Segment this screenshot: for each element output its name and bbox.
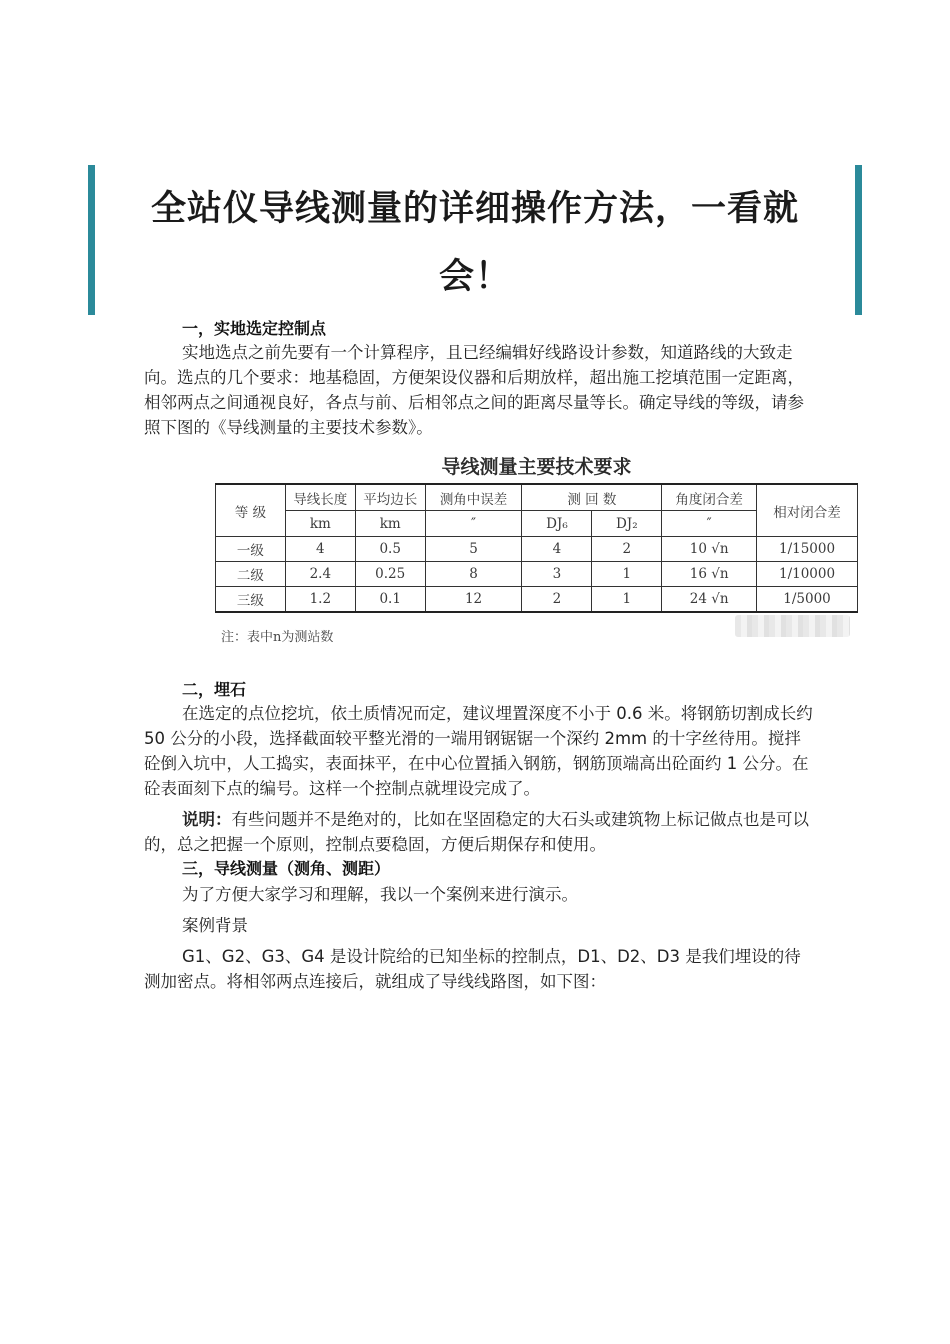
section-2-heading: 二，埋石 [182, 680, 247, 699]
cell-avg-side: 0.25 [355, 562, 425, 587]
cell-avg-side: 0.1 [355, 587, 425, 613]
section-2 [144, 679, 814, 857]
cell-grade: 二级 [216, 562, 286, 587]
table-row [216, 587, 858, 613]
table-row [216, 537, 858, 562]
cell-closure-angle: 24 √n [662, 587, 757, 613]
table-row [216, 562, 858, 587]
cell-grade: 一级 [216, 537, 286, 562]
cell-dj6: 3 [522, 562, 592, 587]
header-avg-side-unit: km [355, 511, 425, 537]
cell-dj6: 2 [522, 587, 592, 613]
section-3-heading: 三，导线测量（测角、测距） [182, 859, 391, 878]
cell-length: 2.4 [285, 562, 355, 587]
header-length-unit: km [285, 511, 355, 537]
cell-dj2: 1 [592, 562, 662, 587]
cell-grade: 三级 [216, 587, 286, 613]
header-dj6: DJ₆ [522, 511, 592, 537]
cell-dj2: 1 [592, 587, 662, 613]
cell-dj6: 4 [522, 537, 592, 562]
title-accent-bar-left [88, 165, 95, 315]
blurred-watermark [735, 615, 850, 637]
case-label: 案例背景 [182, 916, 248, 935]
note-label: 说明： [182, 810, 232, 829]
cell-angle-error: 8 [425, 562, 522, 587]
header-angle-error-unit: ″ [425, 511, 522, 537]
header-grade: 等 级 [216, 484, 286, 537]
section-2-note [144, 807, 814, 857]
cell-length: 4 [285, 537, 355, 562]
header-rounds: 测 回 数 [522, 484, 662, 511]
cell-angle-error: 12 [425, 587, 522, 613]
header-closure-angle-unit: ″ [662, 511, 757, 537]
cell-relative-closure: 1/5000 [757, 587, 858, 613]
section-3-intro: 为了方便大家学习和理解，我以一个案例来进行演示。 [182, 885, 578, 904]
note-text: 有些问题并不是绝对的，比如在坚固稳定的大石头或建筑物上标记做点也是可以的，总之把握一个原则，控制点要稳固，方便后期保存和使用。 [144, 810, 809, 854]
header-closure-angle: 角度闭合差 [662, 484, 757, 511]
section-1 [144, 318, 814, 440]
cell-closure-angle: 16 √n [662, 562, 757, 587]
section-2-paragraph: 在选定的点位挖坑，依土质情况而定，建议埋置深度不小于 0.6 米。将钢筋切割成长约 50 公分的小段，选择截面较平整光滑的一端用钢锯锯一个深约 2mm 的十字丝待用。搅拌砼倒入坑中，人工捣实，表面抹平，在中心位置插入钢筋，钢筋顶端高出砼面约 1 公分。在砼表面刻下点的编号。这样一个控制点就埋设完成了。 [144, 704, 813, 798]
cell-relative-closure: 1/15000 [757, 537, 858, 562]
cell-avg-side: 0.5 [355, 537, 425, 562]
header-relative-closure: 相对闭合差 [757, 484, 858, 537]
spec-table-image [215, 450, 858, 650]
cell-angle-error: 5 [425, 537, 522, 562]
cell-length: 1.2 [285, 587, 355, 613]
section-3 [144, 858, 814, 994]
title-accent-bar-right [855, 165, 862, 315]
cell-dj2: 2 [592, 537, 662, 562]
cell-closure-angle: 10 √n [662, 537, 757, 562]
header-length: 导线长度 [285, 484, 355, 511]
case-text: G1、G2、G3、G4 是设计院给的已知坐标的控制点，D1、D2、D3 是我们埋设的待测加密点。将相邻两点连接后，就组成了导线线路图，如下图： [144, 947, 801, 991]
header-angle-error: 测角中误差 [425, 484, 522, 511]
title-block [88, 165, 862, 315]
table-note: 注：表中n为测站数 [221, 630, 334, 645]
page-title: 全站仪导线测量的详细操作方法，一看就会！ [150, 189, 799, 297]
section-1-paragraph: 实地选点之前先要有一个计算程序，且已经编辑好线路设计参数，知道路线的大致走向。选点的几个要求：地基稳固，方便架设仪器和后期放样，超出施工挖填范围一定距离，相邻两点之间通视良好，各点与前、后相邻点之间的距离尽量等长。确定导线的等级，请参照下图的《导线测量的主要技术参数》。 [144, 343, 804, 437]
header-avg-side: 平均边长 [355, 484, 425, 511]
section-1-heading: 一，实地选定控制点 [182, 319, 327, 338]
cell-relative-closure: 1/10000 [757, 562, 858, 587]
spec-table [215, 483, 858, 613]
table-title: 导线测量主要技术要求 [441, 456, 632, 478]
header-dj2: DJ₂ [592, 511, 662, 537]
